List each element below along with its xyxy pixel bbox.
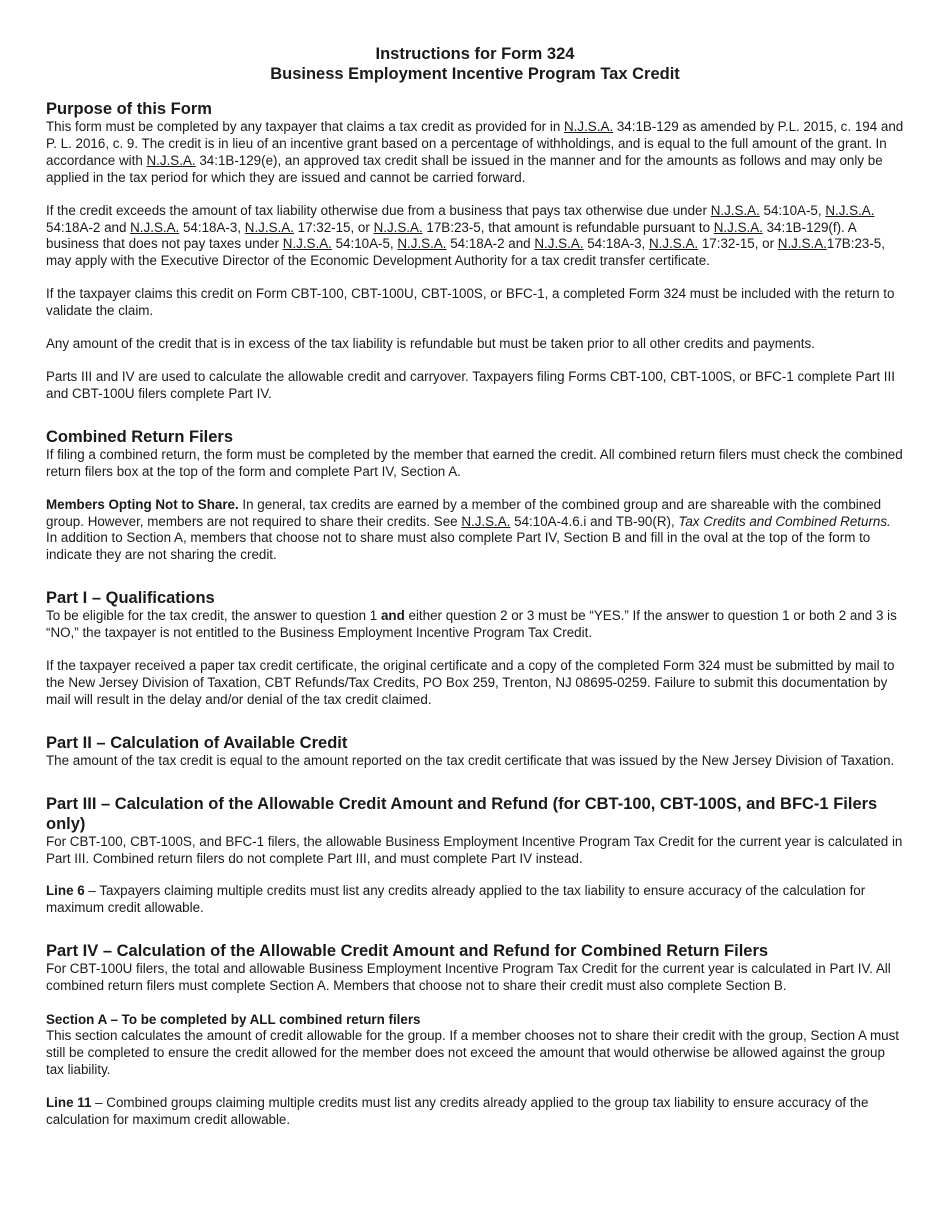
section-part-1 [46,588,904,709]
section-purpose [46,99,904,403]
purpose-paragraph-5: Parts III and IV are used to calculate the allowable credit and carryover. Taxpayers filing Forms CBT-100, CBT-100S, or BFC-1 complete Part III and CBT-100U filers complete Part IV. [46,368,895,401]
document-subtitle: Business Employment Incentive Program Tax Credit [270,65,680,83]
section-combined-return-filers [46,427,904,564]
part4-paragraph-1: For CBT-100U filers, the total and allowable Business Employment Incentive Program Tax Credit for the current year is calculated in Part IV. All combined return filers must complete Section A. Members that choose not to share their credit must also complete Section B. [46,961,891,994]
section-heading-part-1: Part I – Qualifications [46,589,215,608]
section-heading-part-4: Part IV – Calculation of the Allowable Credit Amount and Refund for Combined Return Filers [46,942,769,961]
part1-paragraph-2: If the taxpayer received a paper tax credit certificate, the original certificate and a copy of the completed Form 324 must be submitted by mail to the New Jersey Division of Taxation, CBT Refunds/Tax Credits, PO Box 259, Trenton, NJ 08695-0259. Failure to submit this documentation by mail will result in the delay and/or denial of the tax credit claimed. [46,658,895,707]
section-heading-part-2: Part II – Calculation of Available Credit [46,733,348,752]
purpose-paragraph-3: If the taxpayer claims this credit on Form CBT-100, CBT-100U, CBT-100S, or BFC-1, a completed Form 324 must be included with the return to validate the claim. [46,286,895,319]
purpose-paragraph-2: If the credit exceeds the amount of tax liability otherwise due from a business that pays tax otherwise due under N.J.S.A. 54:10A-5, N.J.S.A. 54:18A-2 and N.J.S.A. 54:18A-3, N.J.S.A. 17:32-15, or N.J.S.A. 17B:23-5, that amount is refundable pursuant to N.J.S.A. 34:1B-129(f). A business that does not pay taxes under N.J.S.A. 54:10A-5, N.J.S.A. 54:18A-2 and N.J.S.A. 54:18A-3, N.J.S.A. 17:32-15, or N.J.S.A.17B:23-5, may apply with the Executive Director of the Economic Development Authority for a tax credit transfer certificate. [46,202,885,269]
part1-paragraph-1: To be eligible for the tax credit, the answer to question 1 and either question 2 or 3 must be “YES.” If the answer to question 1 or both 2 and 3 is “NO,” the taxpayer is not entitled to the Business Employment Incentive Program Tax Credit. [46,608,897,641]
document-title: Instructions for Form 324 [375,45,575,63]
combined-paragraph-2: Members Opting Not to Share. In general, tax credits are earned by a member of the combined group and are shareable with the combined group. However, members are not required to share their credits. See N.J.S.A. 54:10A-4.6.i and TB-90(R), Tax Credits and Combined Returns. In addition to Section A, members that choose not to share must also complete Part IV, Section B and fill in the oval at the top of the form to indicate they are not sharing the credit. [46,496,891,563]
part3-line-6: Line 6 – Taxpayers claiming multiple credits must list any credits already applied to the tax liability to ensure accuracy of the calculation for maximum credit allowable. [46,883,866,916]
purpose-paragraph-1: This form must be completed by any taxpayer that claims a tax credit as provided for in N.J.S.A. 34:1B-129 as amended by P.L. 2015, c. 194 and P. L. 2016, c. 9. The credit is in lieu of an incentive grant based on a percentage of withholdings, and is equal to the full amount of the grant. In accordance with N.J.S.A. 34:1B-129(e), an approved tax credit shall be issued in the manner and for the amounts as follows and may only be applied in the tax period for which they are issued and cannot be carried forward. [46,119,904,185]
part4-section-a-heading: Section A – To be completed by ALL combined return filers [46,1012,421,1028]
part3-paragraph-1: For CBT-100, CBT-100S, and BFC-1 filers, the allowable Business Employment Incentive Program Tax Credit for the current year is calculated in Part III. Combined return filers do not complete Part III, and must complete Part IV instead. [46,833,903,866]
section-part-4 [46,941,904,1128]
document-header [46,44,904,84]
section-heading-purpose: Purpose of this Form [46,100,212,118]
section-part-2 [46,733,904,770]
section-heading-combined: Combined Return Filers [46,427,234,446]
part2-paragraph-1: The amount of the tax credit is equal to the amount reported on the tax credit certificate that was issued by the New Jersey Division of Taxation. [46,752,895,768]
part4-section-a-paragraph: This section calculates the amount of credit allowable for the group. If a member chooses not to share their credit with the group, Section A must still be completed to ensure the credit allowed for the member does not exceed the amount that would otherwise be allowed against the group tax liability. [46,1028,899,1077]
part4-line-11: Line 11 – Combined groups claiming multiple credits must list any credits already applied to the group tax liability to ensure accuracy of the calculation for maximum credit allowable. [46,1094,869,1127]
section-heading-part-3: Part III – Calculation of the Allowable Credit Amount and Refund (for CBT-100, CBT-100S, and BFC-1 Filers only) [46,794,878,833]
combined-paragraph-1: If filing a combined return, the form must be completed by the member that earned the credit. All combined return filers must check the combined return filers box at the top of the form and complete Part IV, Section A. [46,446,903,479]
section-part-3 [46,794,904,918]
purpose-paragraph-4: Any amount of the credit that is in excess of the tax liability is refundable but must be taken prior to all other credits and payments. [46,336,815,352]
